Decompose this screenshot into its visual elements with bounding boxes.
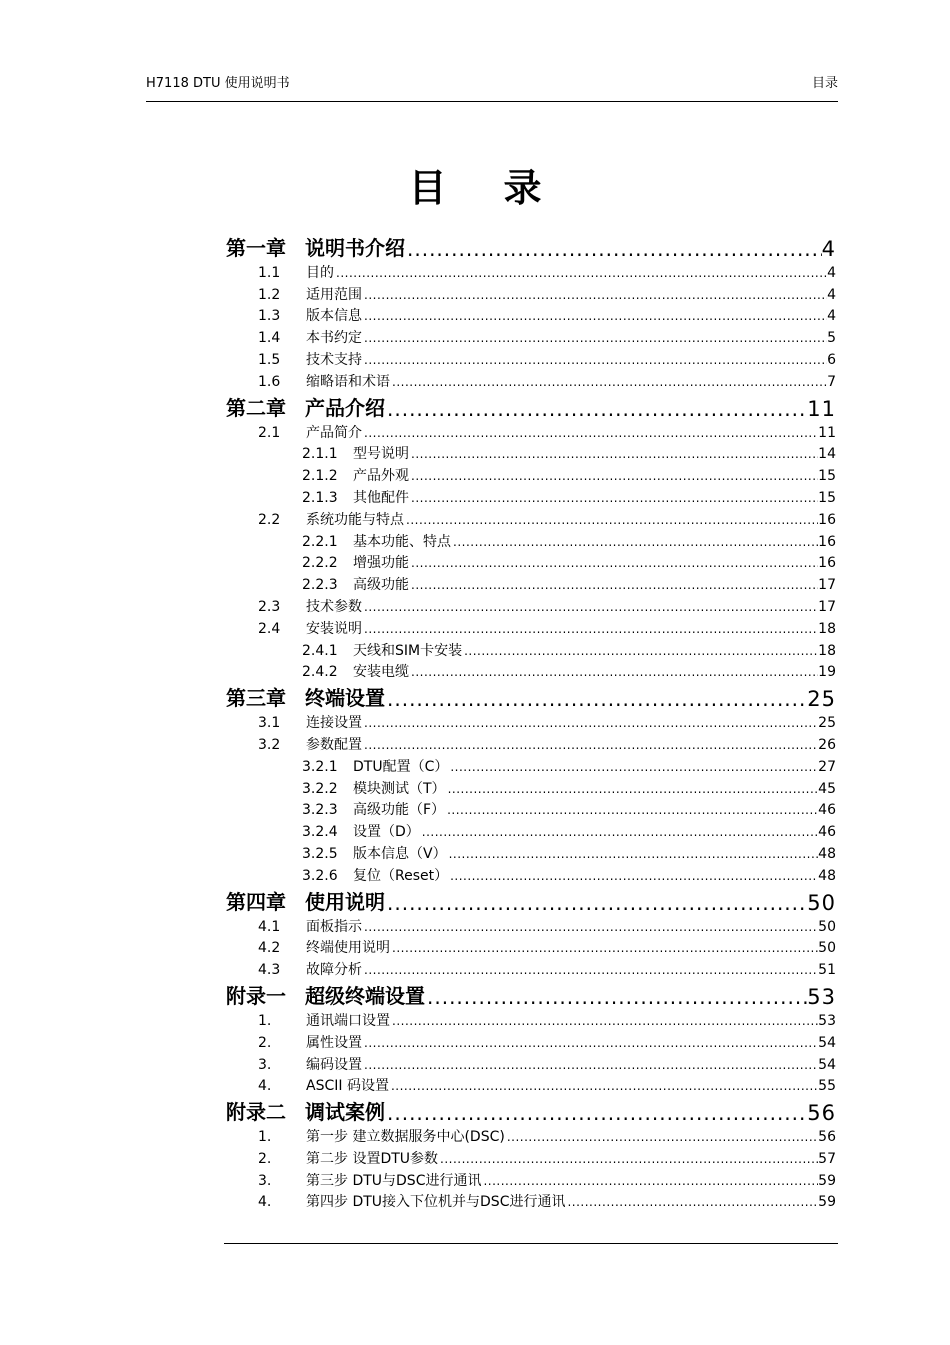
toc-entry-title: 面板指示: [306, 918, 362, 935]
toc-entry-title: 使用说明: [305, 889, 385, 914]
toc-dot-leader: [364, 328, 827, 348]
toc-entry-title: 安装说明: [306, 620, 362, 637]
toc-entry-page: 15: [818, 468, 836, 485]
toc-section-entry[interactable]: [226, 552, 836, 574]
toc-entry-page: 17: [818, 598, 836, 615]
toc-entry-number: 4.2: [258, 940, 281, 957]
toc-entry-title: ASCII 码设置: [306, 1078, 389, 1095]
toc-entry-page: 59: [818, 1172, 836, 1189]
toc-entry-page: 25: [807, 687, 836, 712]
toc-entry-title: 产品介绍: [305, 395, 385, 420]
toc-dot-leader: [440, 1149, 818, 1169]
toc-entry-title: 连接设置: [306, 715, 362, 732]
toc-entry-page: 56: [807, 1101, 836, 1126]
toc-entry-number: 1.5: [258, 351, 281, 368]
toc-section-entry[interactable]: [226, 661, 836, 683]
toc-entry-number: 第四章: [226, 889, 286, 914]
toc-entry-number: 2.1: [258, 424, 281, 441]
toc-section-entry[interactable]: [226, 1191, 836, 1213]
toc-entry-title: 故障分析: [306, 962, 362, 979]
toc-dot-leader: [427, 985, 807, 1009]
toc-entry-title: 调试案例: [305, 1100, 385, 1125]
toc-entry-number: 3.2.3: [302, 802, 338, 819]
toc-entry-title: 版本信息: [306, 308, 362, 325]
toc-dot-leader: [364, 597, 818, 617]
toc-entry-page: 19: [818, 664, 836, 681]
toc-entry-page: 46: [818, 824, 836, 841]
toc-entry-page: 4: [827, 264, 836, 281]
toc-entry-number: 1.: [258, 1129, 272, 1146]
toc-entry-page: 14: [818, 446, 836, 463]
toc-entry-title: 超级终端设置: [305, 984, 425, 1009]
toc-section-entry[interactable]: [226, 348, 836, 370]
toc-entry-page: 11: [807, 396, 836, 421]
toc-section-entry[interactable]: [226, 617, 836, 639]
toc-dot-leader: [422, 822, 818, 842]
toc-dot-leader: [364, 1033, 818, 1053]
toc-entry-number: 1.3: [258, 308, 281, 325]
toc-dot-leader: [391, 1076, 818, 1096]
toc-chapter-entry[interactable]: [226, 886, 836, 915]
toc-entry-title: 基本功能、特点: [353, 533, 451, 550]
toc-entry-page: 27: [818, 758, 836, 775]
toc-dot-leader: [411, 662, 818, 682]
page-title: 目录: [408, 166, 599, 210]
toc-entry-page: 16: [818, 555, 836, 572]
toc-entry-page: 55: [818, 1078, 836, 1095]
toc-section-entry[interactable]: [226, 443, 836, 465]
toc-dot-leader: [453, 532, 818, 552]
toc-entry-number: 2.2: [258, 511, 281, 528]
toc-entry-title: 适用范围: [306, 286, 362, 303]
toc-section-entry[interactable]: [226, 820, 836, 842]
toc-entry-number: 第三章: [226, 686, 286, 711]
toc-entry-number: 2.: [258, 1150, 272, 1167]
toc-section-entry[interactable]: [226, 261, 836, 283]
toc-section-entry[interactable]: [226, 508, 836, 530]
toc-entry-title: 通讯端口设置: [306, 1012, 390, 1029]
toc-section-entry[interactable]: [226, 799, 836, 821]
toc-section-entry[interactable]: [226, 733, 836, 755]
footer-rule: [224, 1243, 838, 1244]
toc-entry-title: 技术参数: [306, 598, 362, 615]
toc-dot-leader: [411, 444, 818, 464]
toc-entry-title: 安装电缆: [353, 664, 409, 681]
header-section-name: 目录: [811, 76, 838, 91]
toc-entry-number: 4.: [258, 1078, 272, 1095]
toc-dot-leader: [567, 1192, 818, 1212]
toc-chapter-entry[interactable]: [226, 1096, 836, 1125]
toc-entry-title: 终端使用说明: [306, 940, 390, 957]
toc-entry-number: 4.: [258, 1194, 272, 1211]
toc-section-entry[interactable]: [226, 755, 836, 777]
toc-entry-number: 附录一: [226, 984, 286, 1009]
toc-dot-leader: [449, 844, 819, 864]
toc-dot-leader: [411, 575, 818, 595]
toc-section-entry[interactable]: [226, 326, 836, 348]
toc-entry-title: 第三步 DTU与DSC进行通讯: [306, 1172, 482, 1189]
header-rule: [146, 101, 838, 102]
toc-section-entry[interactable]: [226, 595, 836, 617]
toc-section-entry[interactable]: [226, 283, 836, 305]
toc-section-entry[interactable]: [226, 370, 836, 392]
toc-entry-title: 说明书介绍: [305, 236, 405, 260]
toc-dot-leader: [411, 488, 818, 508]
toc-dot-leader: [387, 891, 807, 915]
toc-section-entry[interactable]: [226, 711, 836, 733]
toc-section-entry[interactable]: [226, 864, 836, 886]
toc-entry-page: 18: [818, 642, 836, 659]
toc-section-entry[interactable]: [226, 937, 836, 959]
page-header: [146, 72, 838, 90]
toc-dot-leader: [464, 641, 818, 661]
toc-entry-number: 3.: [258, 1056, 272, 1073]
toc-entry-title: 目的: [306, 264, 334, 281]
toc-dot-leader: [364, 619, 818, 639]
toc-section-entry[interactable]: [226, 305, 836, 327]
toc-dot-leader: [411, 553, 818, 573]
toc-dot-leader: [364, 350, 827, 370]
toc-section-entry[interactable]: [226, 1125, 836, 1147]
toc-entry-page: 53: [807, 985, 836, 1010]
toc-entry-page: 17: [818, 577, 836, 594]
toc-entry-title: 其他配件: [353, 489, 409, 506]
toc-entry-title: 型号说明: [353, 446, 409, 463]
toc-entry-page: 16: [818, 533, 836, 550]
toc-entry-title: 终端设置: [305, 686, 385, 711]
toc-section-entry[interactable]: [226, 1169, 836, 1191]
toc-entry-title: 参数配置: [306, 736, 362, 753]
toc-section-entry[interactable]: [226, 1075, 836, 1097]
toc-dot-leader: [387, 397, 807, 421]
toc-section-entry[interactable]: [226, 421, 836, 443]
toc-entry-page: 4: [827, 308, 836, 325]
toc-entry-page: 7: [827, 373, 836, 390]
toc-entry-number: 3.2.4: [302, 824, 338, 841]
toc-entry-number: 2.2.3: [302, 577, 338, 594]
toc-entry-number: 1.6: [258, 373, 281, 390]
toc-entry-title: 系统功能与特点: [306, 511, 404, 528]
toc-entry-number: 1.2: [258, 286, 281, 303]
toc-section-entry[interactable]: [226, 777, 836, 799]
toc-entry-page: 48: [818, 867, 836, 884]
toc-dot-leader: [447, 800, 818, 820]
toc-chapter-entry[interactable]: [226, 232, 836, 261]
toc-entry-number: 3.: [258, 1172, 272, 1189]
toc-entry-page: 45: [818, 780, 836, 797]
toc-entry-title: 模块测试（T）: [353, 780, 446, 797]
toc-entry-page: 5: [827, 330, 836, 347]
toc-entry-title: 产品简介: [306, 424, 362, 441]
toc-dot-leader: [387, 687, 807, 711]
toc-entry-number: 2.4.1: [302, 642, 338, 659]
toc-section-entry[interactable]: [226, 915, 836, 937]
toc-dot-leader: [450, 866, 818, 886]
toc-entry-page: 50: [807, 890, 836, 915]
toc-entry-number: 2.4: [258, 620, 281, 637]
toc-section-entry[interactable]: [226, 464, 836, 486]
toc-entry-number: 3.2.1: [302, 758, 338, 775]
toc-entry-page: 48: [818, 845, 836, 862]
toc-entry-page: 59: [818, 1194, 836, 1211]
toc-entry-title: 本书约定: [306, 330, 362, 347]
toc-entry-page: 56: [818, 1129, 836, 1146]
toc-dot-leader: [364, 735, 818, 755]
toc-dot-leader: [364, 960, 818, 980]
toc-entry-title: 增强功能: [353, 555, 409, 572]
toc-dot-leader: [483, 1171, 818, 1191]
toc-entry-number: 1.: [258, 1012, 272, 1029]
toc-entry-title: 天线和SIM卡安装: [353, 642, 463, 659]
toc-section-entry[interactable]: [226, 958, 836, 980]
toc-entry-page: 16: [818, 511, 836, 528]
toc-entry-page: 18: [818, 620, 836, 637]
toc-entry-number: 第一章: [226, 236, 286, 260]
toc-entry-number: 3.1: [258, 715, 281, 732]
toc-entry-title: 产品外观: [353, 468, 409, 485]
toc-section-entry[interactable]: [226, 1009, 836, 1031]
toc-entry-number: 1.4: [258, 330, 281, 347]
table-of-contents: [226, 232, 836, 1212]
toc-entry-title: 第一步 建立数据服务中心(DSC): [306, 1129, 505, 1146]
toc-dot-leader: [392, 1011, 818, 1031]
toc-entry-number: 2.2.2: [302, 555, 338, 572]
toc-entry-page: 53: [818, 1012, 836, 1029]
toc-entry-title: 第四步 DTU接入下位机并与DSC进行通讯: [306, 1194, 566, 1211]
toc-entry-page: 25: [818, 715, 836, 732]
toc-entry-number: 2.2.1: [302, 533, 338, 550]
toc-entry-number: 3.2: [258, 736, 281, 753]
toc-entry-title: 设置（D）: [353, 824, 420, 841]
toc-section-entry[interactable]: [226, 573, 836, 595]
toc-section-entry[interactable]: [226, 639, 836, 661]
toc-section-entry[interactable]: [226, 842, 836, 864]
toc-entry-page: 4: [827, 286, 836, 303]
toc-dot-leader: [336, 263, 827, 283]
toc-dot-leader: [392, 372, 827, 392]
toc-entry-title: 缩略语和术语: [306, 373, 390, 390]
toc-entry-number: 2.1.1: [302, 446, 338, 463]
toc-section-entry[interactable]: [226, 486, 836, 508]
toc-entry-page: 15: [818, 489, 836, 506]
toc-entry-page: 11: [818, 424, 836, 441]
toc-entry-number: 附录二: [226, 1100, 286, 1125]
toc-entry-page: 50: [818, 918, 836, 935]
toc-entry-title: 高级功能: [353, 577, 409, 594]
toc-chapter-entry[interactable]: [226, 682, 836, 711]
toc-entry-title: 版本信息（V）: [353, 845, 447, 862]
toc-entry-title: 复位（Reset）: [353, 867, 449, 884]
toc-entry-number: 2.4.2: [302, 664, 338, 681]
toc-entry-title: 属性设置: [306, 1034, 362, 1051]
toc-dot-leader: [450, 757, 818, 777]
toc-entry-page: 54: [818, 1034, 836, 1051]
toc-dot-leader: [364, 1055, 818, 1075]
toc-dot-leader: [507, 1127, 818, 1147]
toc-entry-title: 第二步 设置DTU参数: [306, 1150, 439, 1167]
toc-entry-title: 高级功能（F）: [353, 802, 446, 819]
toc-entry-number: 2.1.3: [302, 489, 338, 506]
toc-dot-leader: [448, 779, 819, 799]
toc-entry-number: 3.2.5: [302, 845, 338, 862]
toc-entry-page: 54: [818, 1056, 836, 1073]
toc-entry-number: 2.: [258, 1034, 272, 1051]
toc-entry-title: 编码设置: [306, 1056, 362, 1073]
toc-entry-number: 2.3: [258, 598, 281, 615]
toc-entry-title: 技术支持: [306, 351, 362, 368]
toc-entry-number: 2.1.2: [302, 468, 338, 485]
toc-entry-number: 第二章: [226, 395, 286, 420]
toc-dot-leader: [364, 306, 827, 326]
toc-entry-page: 6: [827, 351, 836, 368]
toc-entry-number: 3.2.6: [302, 867, 338, 884]
toc-dot-leader: [407, 237, 822, 261]
toc-dot-leader: [364, 713, 818, 733]
toc-dot-leader: [411, 466, 818, 486]
toc-dot-leader: [364, 917, 818, 937]
toc-chapter-entry[interactable]: [226, 392, 836, 421]
toc-entry-page: 57: [818, 1150, 836, 1167]
toc-section-entry[interactable]: [226, 1147, 836, 1169]
toc-entry-number: 1.1: [258, 264, 281, 281]
toc-dot-leader: [364, 423, 818, 443]
toc-dot-leader: [406, 510, 818, 530]
toc-dot-leader: [387, 1101, 807, 1125]
header-doc-title: H7118 DTU 使用说明书: [146, 76, 290, 91]
toc-entry-number: 3.2.2: [302, 780, 338, 797]
toc-entry-page: 4: [821, 237, 836, 261]
toc-dot-leader: [364, 285, 827, 305]
toc-dot-leader: [392, 938, 818, 958]
toc-chapter-entry[interactable]: [226, 980, 836, 1009]
toc-entry-page: 50: [818, 940, 836, 957]
toc-entry-page: 26: [818, 736, 836, 753]
toc-entry-page: 46: [818, 802, 836, 819]
toc-entry-page: 51: [818, 962, 836, 979]
toc-section-entry[interactable]: [226, 530, 836, 552]
toc-entry-number: 4.1: [258, 918, 281, 935]
toc-section-entry[interactable]: [226, 1053, 836, 1075]
toc-entry-number: 4.3: [258, 962, 281, 979]
toc-entry-title: DTU配置（C）: [353, 758, 449, 775]
toc-section-entry[interactable]: [226, 1031, 836, 1053]
